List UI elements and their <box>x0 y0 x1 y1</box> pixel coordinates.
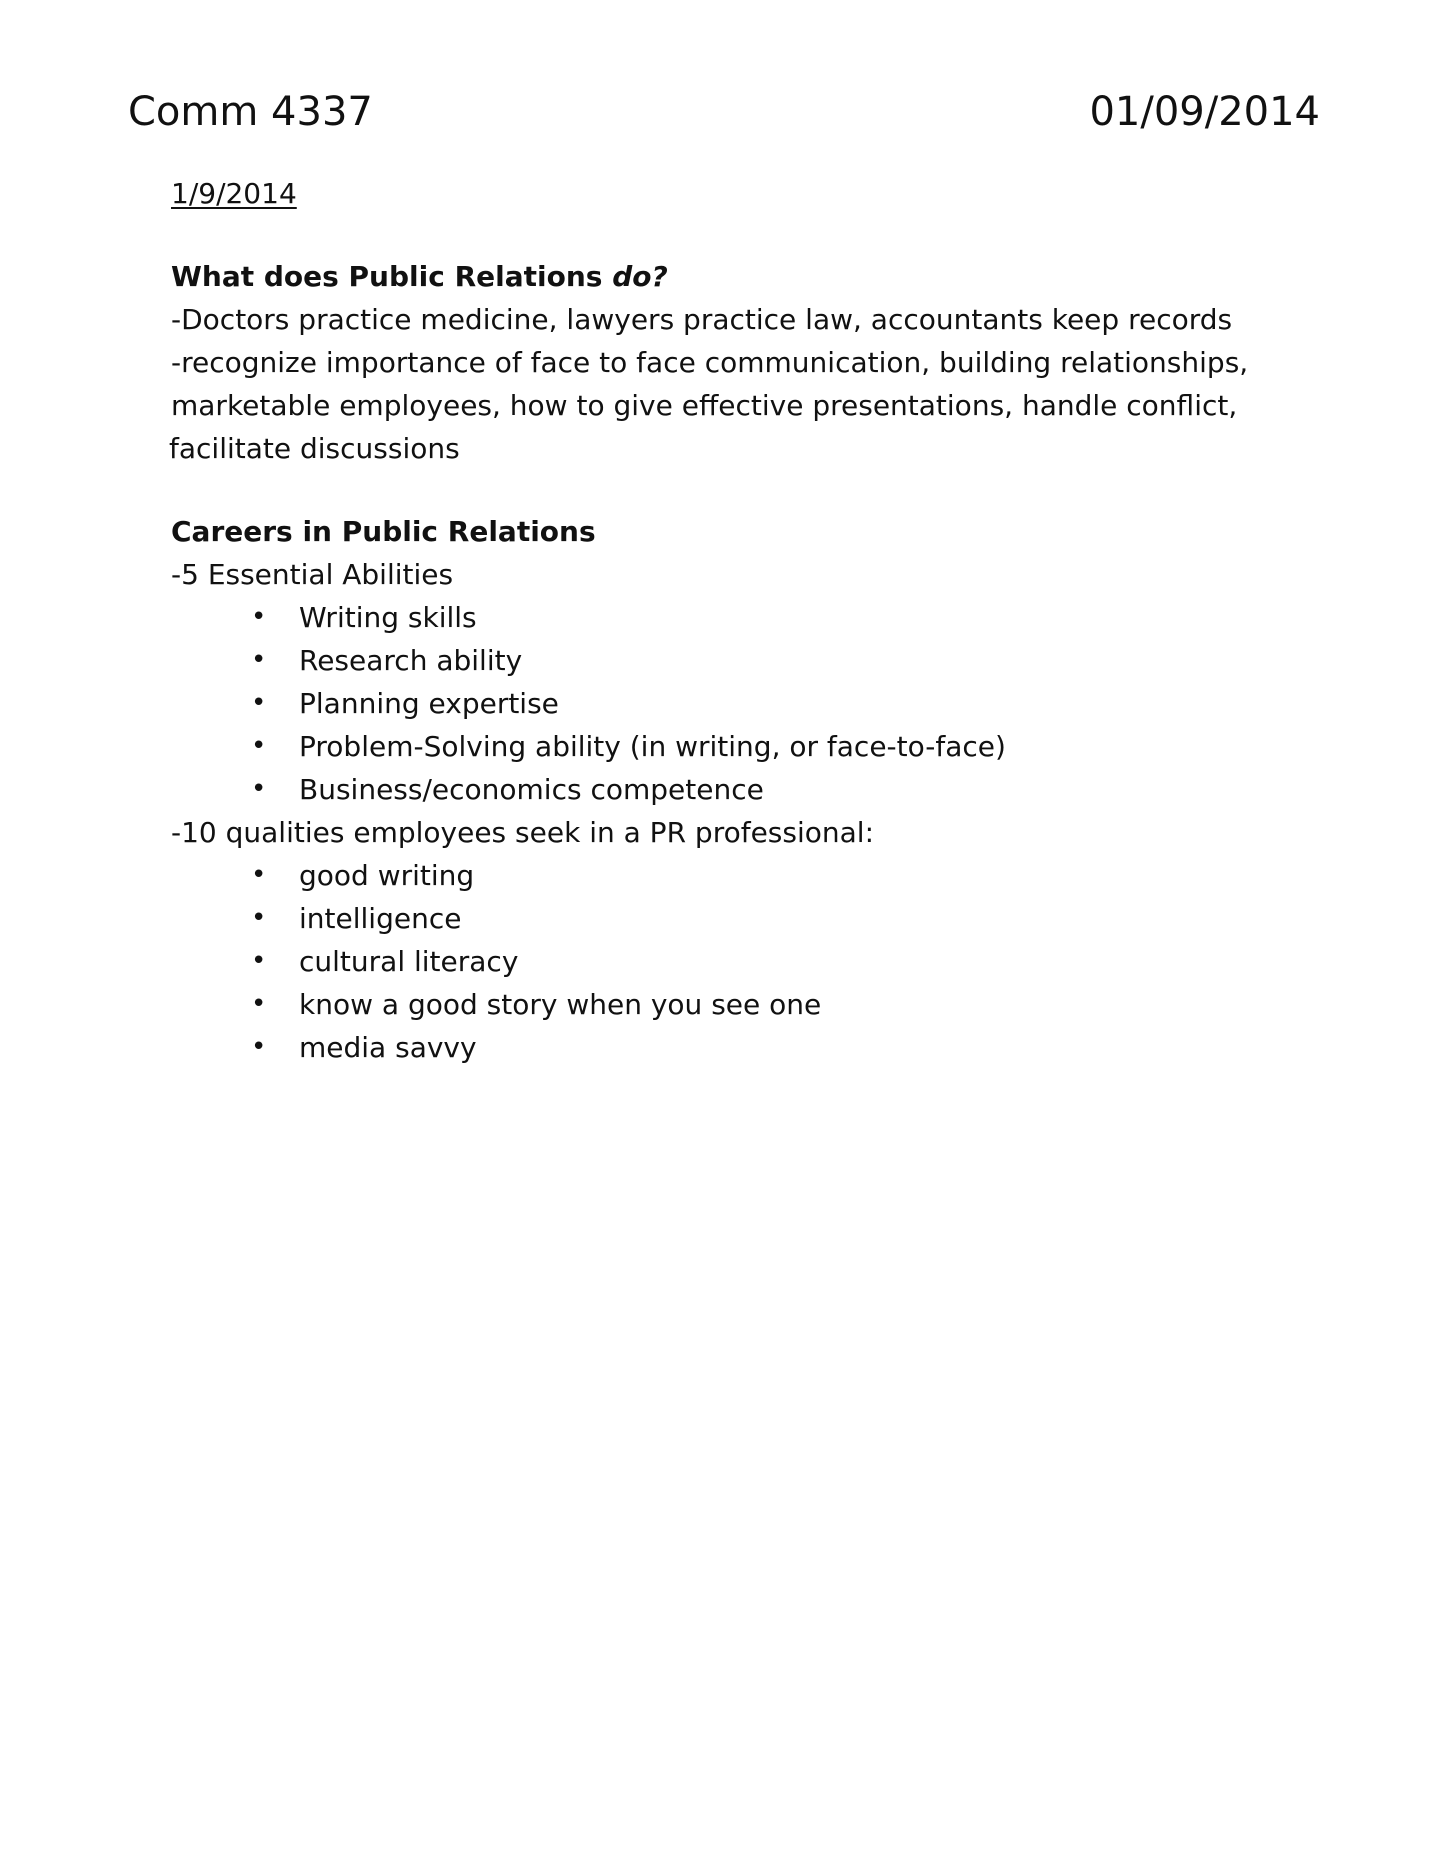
list-item <box>251 639 1301 682</box>
bullet-icon: • <box>251 774 267 804</box>
list-item-text: good writing <box>299 859 475 892</box>
list-item <box>251 1026 1301 1069</box>
list-item-text: intelligence <box>299 902 462 935</box>
note-date: 1/9/2014 <box>171 177 297 210</box>
note-line: marketable employees, how to give effective presentations, handle conflict, <box>171 389 1238 422</box>
list-item <box>251 596 1301 639</box>
list-intro-abilities: -5 Essential Abilities <box>171 558 454 591</box>
course-title: Comm 4337 <box>128 89 373 135</box>
heading-emphasis: do? <box>612 260 668 293</box>
list-item-text: Writing skills <box>299 601 477 634</box>
spacer <box>171 215 1301 255</box>
note-line: -recognize importance of face to face communication, building relationships, <box>171 346 1249 379</box>
bullet-icon: • <box>251 731 267 761</box>
list-item-text: Business/economics competence <box>299 773 764 806</box>
list-intro-qualities: -10 qualities employees seek in a PR professional: <box>171 816 875 849</box>
list-item <box>251 768 1301 811</box>
list-item <box>251 725 1301 768</box>
list-item <box>251 854 1301 897</box>
bullet-icon: • <box>251 1032 267 1062</box>
bullet-icon: • <box>251 903 267 933</box>
section-heading-what-pr-does <box>171 255 1301 298</box>
bullet-icon: • <box>251 688 267 718</box>
list-item <box>251 983 1301 1026</box>
bullet-icon: • <box>251 645 267 675</box>
list-item-text: cultural literacy <box>299 945 519 978</box>
heading-text: What does Public Relations <box>171 260 613 293</box>
note-line: facilitate discussions <box>169 432 460 465</box>
bullet-icon: • <box>251 946 267 976</box>
list-item-text: Problem-Solving ability (in writing, or face-to-face) <box>299 730 1006 763</box>
notes-body <box>171 172 1301 1069</box>
page-header <box>128 84 1320 140</box>
bullet-icon: • <box>251 989 267 1019</box>
spacer <box>171 470 1301 510</box>
header-date: 01/09/2014 <box>1089 89 1320 135</box>
list-item-text: media savvy <box>299 1031 477 1064</box>
list-item-text: know a good story when you see one <box>299 988 822 1021</box>
list-item-text: Planning expertise <box>299 687 559 720</box>
list-item <box>251 897 1301 940</box>
note-line: -Doctors practice medicine, lawyers practice law, accountants keep records <box>171 303 1233 336</box>
bullet-icon: • <box>251 602 267 632</box>
abilities-list <box>251 596 1301 811</box>
list-item <box>251 682 1301 725</box>
section-heading-careers: Careers in Public Relations <box>171 515 596 548</box>
list-item <box>251 940 1301 983</box>
qualities-list <box>251 854 1301 1069</box>
bullet-icon: • <box>251 860 267 890</box>
list-item-text: Research ability <box>299 644 523 677</box>
